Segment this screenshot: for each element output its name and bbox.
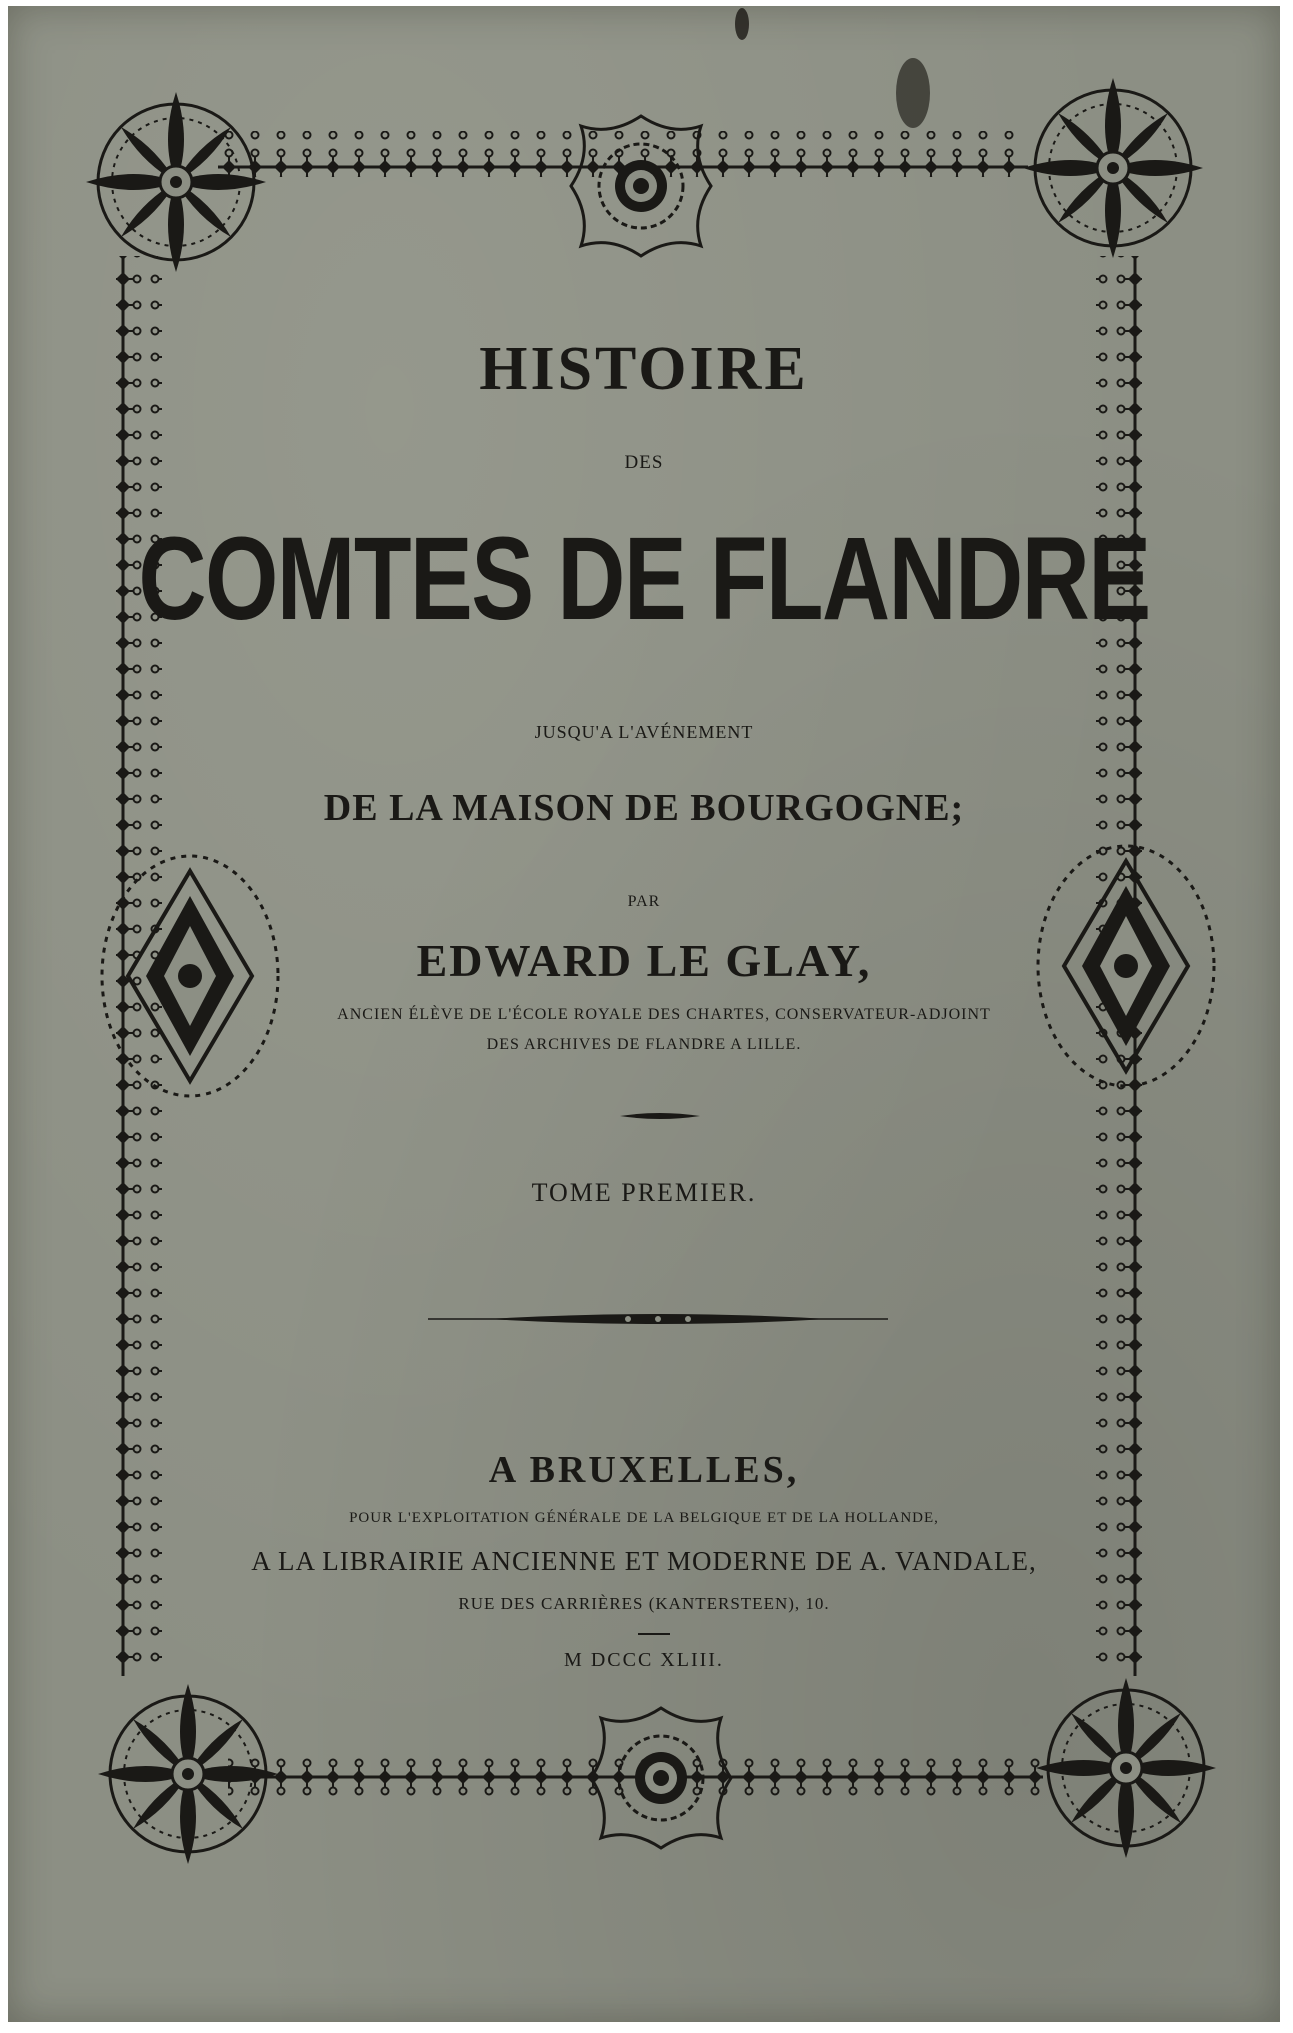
title-connector: DES [624,452,664,473]
book-cover [8,6,1280,2022]
author-credit-line1: ANCIEN ÉLÈVE DE L'ÉCOLE ROYALE DES CHARTES, CONSERVATEUR-ADJOINT [337,1006,991,1023]
publisher-line-1: POUR L'EXPLOITATION GÉNÉRALE DE LA BELGIQUE ET DE LA HOLLANDE, [349,1510,939,1526]
ink-stain [735,8,749,40]
volume-label: TOME PREMIER. [531,1178,757,1207]
author-name: EDWARD LE GLAY, [416,935,872,986]
book-title: HISTOIRE [479,335,809,403]
divider [638,1633,670,1635]
subtitle-small: JUSQU'A L'AVÉNEMENT [534,722,754,742]
publisher-city: A BRUXELLES, [488,1449,800,1491]
publisher-line-2: A LA LIBRAIRIE ANCIENNE ET MODERNE DE A. VANDALE, [251,1546,1037,1576]
ornamental-rule-long [428,1312,888,1326]
main-title: COMTES DE FLANDRE [138,513,1150,645]
ornamental-rule-small [620,1112,700,1120]
ink-stain [896,58,930,128]
publisher-address: RUE DES CARRIÈRES (KANTERSTEEN), 10. [458,1594,830,1613]
subtitle: DE LA MAISON DE BOURGOGNE; [323,787,965,829]
author-credit-line2: DES ARCHIVES DE FLANDRE A LILLE. [486,1036,802,1053]
publication-year: M DCCC XLIII. [564,1649,724,1671]
by-line: PAR [627,893,661,910]
